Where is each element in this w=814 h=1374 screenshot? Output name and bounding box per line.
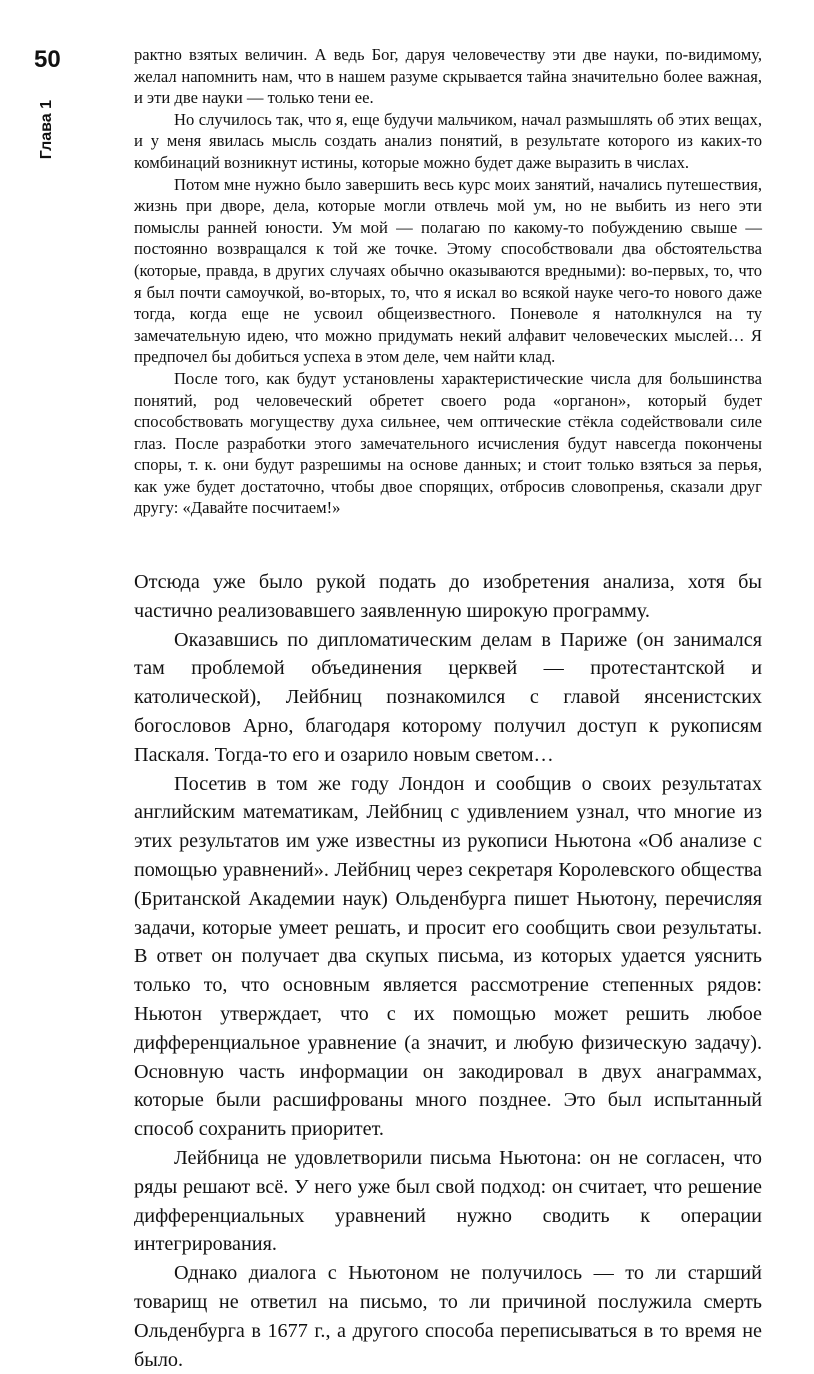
chapter-label: Глава 1 — [38, 100, 55, 160]
quote-paragraph: Но случилось так, что я, еще будучи мальчиком, начал размышлять об этих вещах, и у меня явилась мысль создать анализ понятий, в результате которого из каких-то комбинаций возникнут истины, которые можно будет даже выразить в числах. — [134, 109, 762, 172]
body-paragraph: Однако диалога с Ньютоном не получилось — то ли старший товарищ не ответил на письмо, то ли причиной послужила смерть Ольденбурга в 1677 г., а другого способа переписываться в то время не было. — [134, 1262, 762, 1371]
body-paragraph: Посетив в том же году Лондон и сообщив о своих результатах английским математикам, Лейбниц с удивлением узнал, что многие из этих результатов им уже известны из рукописи Ньютона «Об анализе с помощью уравнений». Лейбниц через секретаря Королевского общества (Британской Академии наук) Ольденбурга пишет Ньютону, перечисляя задачи, которые умеет решать, и просит его сообщить свои результаты. В ответ он получает два скупых письма, из которых удается уяснить только то, что основным является рассмотрение степенных рядов: Ньютон утверждает, что с их помощью может решить любое дифференциальное уравнение (а значит, и любую физическую задачу). Основную часть информации он закодировал в двух анаграммах, которые были расшифрованы много позднее. Это был испытанный способ сохранить приоритет. — [134, 772, 762, 1141]
body-paragraph: Лейбница не удовлетворили письма Ньютона: он не согласен, что ряды решают всё. У него уже был свой подход: он считает, что решение дифференциальных уравнений нужно сводить к операции интегрирования. — [134, 1146, 762, 1256]
quote-block — [134, 44, 762, 519]
page-number: 50 — [34, 46, 61, 73]
quote-paragraph: После того, как будут установлены характеристические числа для большинства понятий, род человеческий обретет своего рода «органон», который будет способствовать могуществу духа сильнее, чем оптические стёкла содействовали силе глаз. После разработки этого замечательного исчисления будут навсегда покончены споры, т. к. они будут разрешимы на основе данных; и стоит только взяться за перья, как уже будет достаточно, чтобы двое спорящих, отбросив словопренья, сказали друг другу: «Давайте посчитаем!» — [134, 368, 762, 518]
quote-paragraph: рактно взятых величин. А ведь Бог, даруя человечеству эти две науки, по-видимому, желал напомнить нам, что в нашем разуме скрывается тайна значительно более важная, и эти две науки — только тени ее. — [134, 45, 762, 108]
body-text — [134, 568, 762, 1374]
body-paragraph: Отсюда уже было рукой подать до изобретения анализа, хотя бы частично реализовавшего заявленную широкую программу. — [134, 571, 762, 622]
body-paragraph: Оказавшись по дипломатическим делам в Париже (он занимался там проблемой объединения церквей — протестантской и католической), Лейбниц познакомился с главой янсенистских богословов Арно, благодаря которому получил доступ к рукописям Паскаля. Тогда-то его и озарило новым светом… — [134, 628, 762, 766]
quote-paragraph: Потом мне нужно было завершить весь курс моих занятий, начались путешествия, жизнь при дворе, дела, которые могли отвлечь мой ум, но не выбить из него эти помыслы ранней юности. Ум мой — полагаю по какому-то побуждению свыше — постоянно возвращался к той же точке. Этому способствовали два обстоятельства (которые, правда, в других случаях обычно оказываются вредными): во-первых, то, что я был почти самоучкой, во-вторых, то, что я искал во всякой науке чего-то нового даже тогда, когда еще не усвоил общеизвестного. Поневоле я натолкнулся на ту замечательную идею, что можно придумать некий алфавит человеческих мыслей… Я предпочел бы добиться успеха в этом деле, чем найти клад. — [134, 174, 762, 367]
